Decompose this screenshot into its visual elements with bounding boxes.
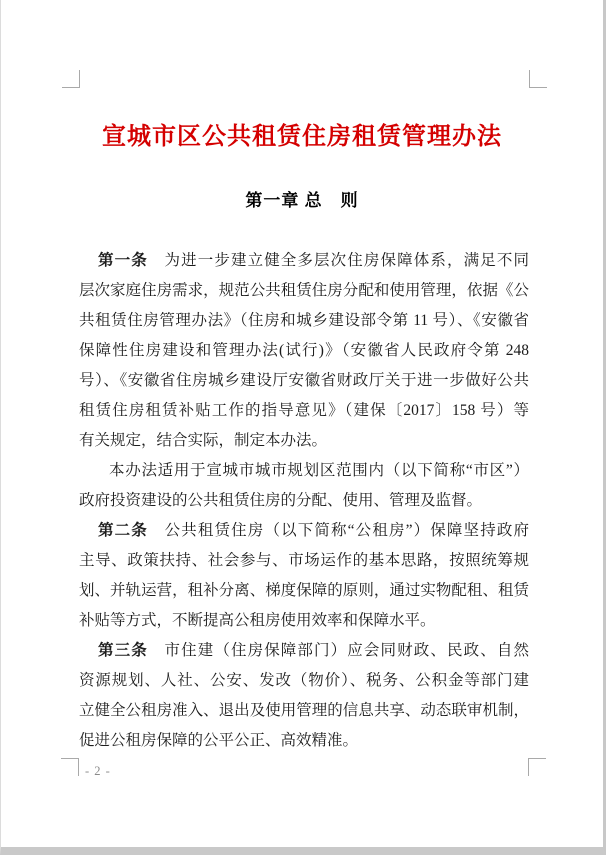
body-line (79, 606, 529, 636)
page-number: - 2 - (85, 764, 111, 778)
body-line (79, 306, 529, 336)
body-line (79, 726, 529, 756)
body-text-segment: 补贴等方式，不断提高公租房使用效率和保障水平。 (79, 612, 436, 629)
article-label: 第三条 (98, 642, 148, 659)
body-text-segment: 有关规定，结合实际，制定本办法。 (79, 432, 328, 449)
body-text-segment: 划、并轨运营，租补分离、梯度保障的原则，通过实物配租、租赁 (79, 582, 529, 599)
body-text-segment: 租赁住房租赁补贴工作的指导意见》（建保〔2017〕158 号）等 (79, 402, 529, 419)
margin-crop-mark-top-left (62, 70, 80, 88)
body-line (79, 336, 529, 366)
body-text-segment: 市住建（住房保障部门）应会同财政、民政、自然 (147, 642, 529, 659)
body-text-segment: 保障性住房建设和管理办法(试行)》（安徽省人民政府令第 248 (79, 342, 529, 359)
margin-crop-mark-bottom-left (61, 758, 79, 776)
body-text-segment: 政府投资建设的公共租赁住房的分配、使用、管理及监督。 (79, 492, 483, 509)
body-text-segment: 主导、政策扶持、社会参与、市场运作的基本思路，按照统筹规 (79, 552, 529, 569)
body-text-segment: 资源规划、人社、公安、发改（物价）、税务、公积金等部门建 (79, 672, 529, 689)
body-line (79, 456, 529, 486)
body-text-segment: 促进公租房保障的公平公正、高效精准。 (79, 732, 359, 749)
body-line (79, 366, 529, 396)
document-title: 宣城市区公共租赁住房租赁管理办法 (102, 124, 502, 150)
body-line (79, 246, 529, 276)
margin-crop-mark-bottom-right (528, 758, 546, 776)
chapter-heading: 第一章 总 则 (245, 191, 359, 210)
body-line (79, 636, 529, 666)
body-text-segment: 本办法适用于宣城市城市规划区范围内（以下简称“市区”） (109, 462, 529, 479)
body-text-segment: 号）、《安徽省住房城乡建设厅安徽省财政厅关于进一步做好公共 (79, 372, 529, 389)
article-label: 第一条 (98, 252, 148, 269)
document-body (79, 246, 529, 756)
body-line (79, 276, 529, 306)
margin-crop-mark-top-right (529, 70, 547, 88)
body-text-segment: 公共租赁住房（以下简称“公租房”）保障坚持政府 (147, 522, 529, 539)
body-line (79, 546, 529, 576)
body-line (79, 486, 529, 516)
body-line (79, 426, 529, 456)
body-line (79, 516, 529, 546)
body-text-segment: 层次家庭住房需求，规范公共租赁住房分配和使用管理，依据《公 (79, 282, 529, 299)
body-line (79, 666, 529, 696)
body-text-segment: 为进一步建立健全多层次住房保障体系，满足不同 (147, 252, 529, 269)
body-line (79, 696, 529, 726)
body-line (79, 396, 529, 426)
article-label: 第二条 (98, 522, 148, 539)
body-text-segment: 共租赁住房管理办法》（住房和城乡建设部令第 11 号）、《安徽省 (79, 312, 529, 329)
body-line (79, 576, 529, 606)
body-text-segment: 立健全公租房准入、退出及使用管理的信息共享、动态联审机制， (79, 702, 529, 719)
